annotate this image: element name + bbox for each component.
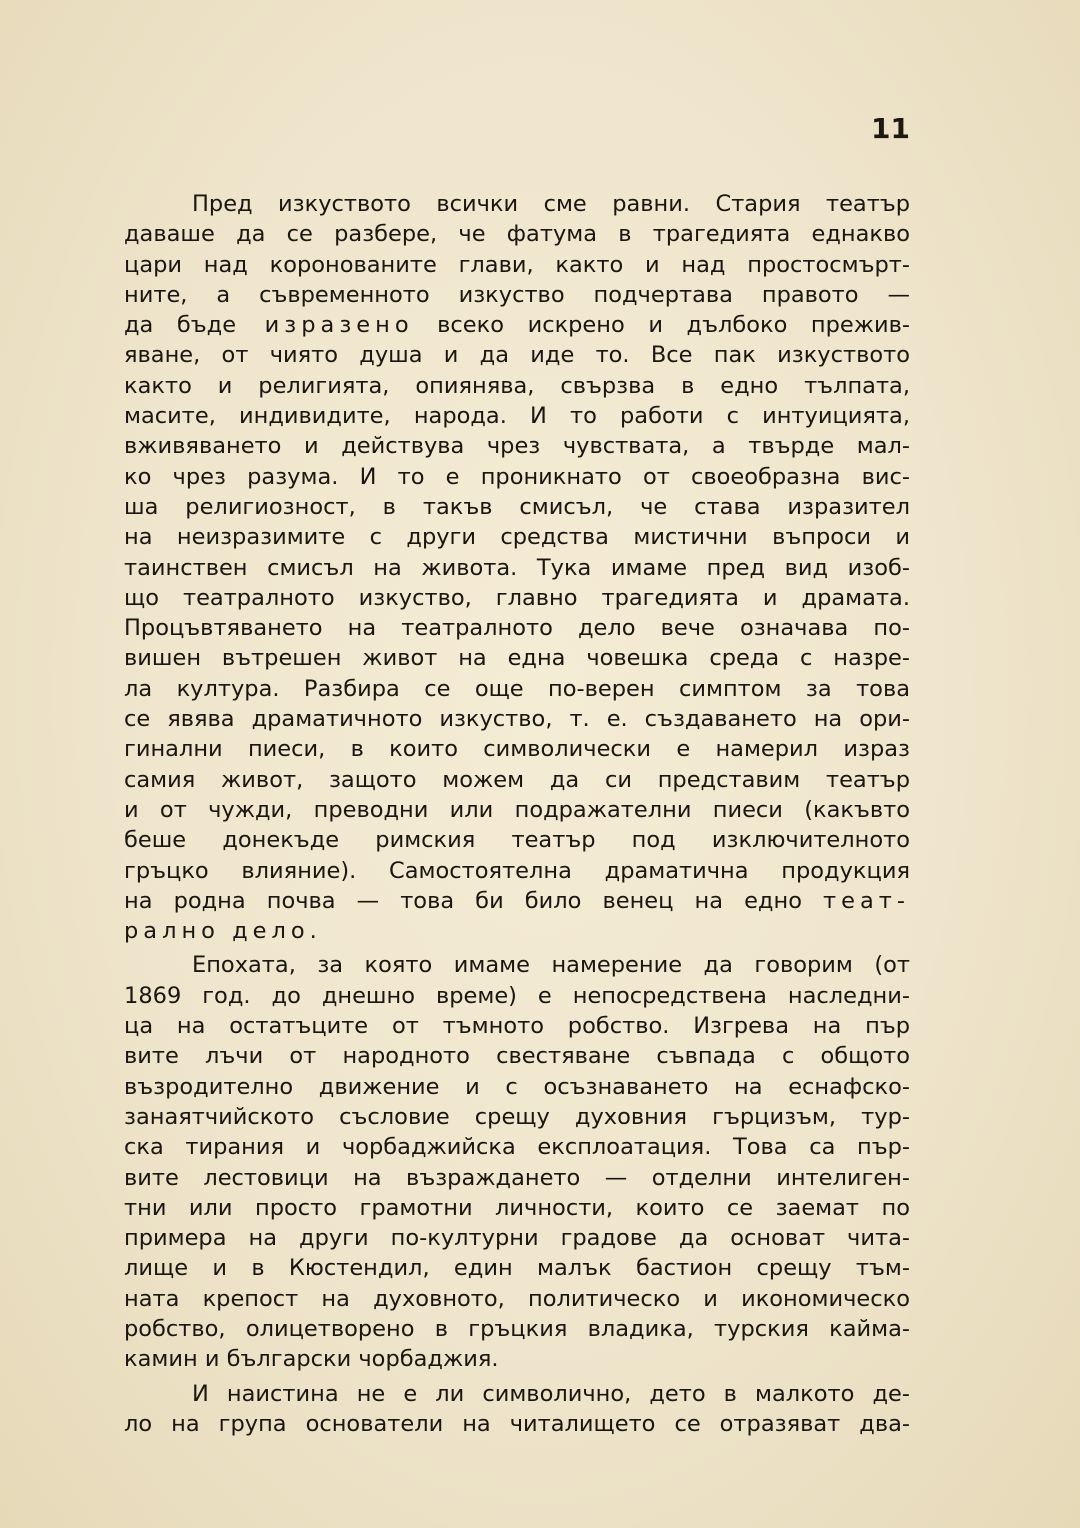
text-line-content: и от чужди, преводни или подражателни пиеси (какъвто [124, 796, 910, 823]
emphasized-text: рално дело. [124, 918, 322, 945]
text-line [124, 553, 910, 583]
text-line-content: вишен вътрешен живот на една човешка среда с назре- [124, 645, 910, 672]
text-line [124, 219, 910, 249]
text-line-content: камин и български чорбаджия. [124, 1346, 499, 1373]
text-line [124, 189, 910, 219]
text-line-content: на неизразимите с други средства мистични въпроси и [124, 524, 910, 551]
text-line [124, 643, 910, 673]
text-line-content: ска тирания и чорбаджийска експлоатация. Това са пър- [124, 1134, 910, 1161]
text-line-content: робство, олицетворено в гръцкия владика, турския кайма- [124, 1315, 910, 1342]
text-line [124, 734, 910, 764]
text-line-content: както и религията, опиянява, свързва в едно тълпата, [124, 372, 910, 399]
text-line-content: що театралното изкуство, главно трагедията и драмата. [124, 584, 910, 611]
text-line-content: всеко искрено и дълбоко прежив- [413, 312, 910, 339]
text-line [124, 371, 910, 401]
text-line [124, 1163, 910, 1193]
text-line-content: да бъде [124, 312, 237, 339]
text-line [124, 583, 910, 613]
text-line-content: вживяването и действува чрез чувствата, а твърде мал- [124, 433, 910, 460]
text-line [124, 310, 910, 340]
text-line [124, 462, 910, 492]
emphasized-text: теат- [823, 887, 910, 914]
text-line-content: вите лъчи от народното свестяване съвпада с общото [124, 1043, 910, 1070]
text-line-content: ната крепост на духовното, политическо и икономическо [124, 1285, 910, 1312]
text-line-content: яване, от чиято душа и да иде то. Все пак изкуството [124, 342, 910, 369]
text-line [124, 1379, 910, 1409]
text-line-content: примера на други по-културни градове да основат чита- [124, 1225, 910, 1252]
text-line [124, 250, 910, 280]
text-line [124, 1011, 910, 1041]
text-line [124, 674, 910, 704]
text-line-content: Процъвтяването на театралното дело вече означава по- [124, 615, 910, 642]
text-line-content: лище и в Кюстендил, един малък бастион срещу тъм- [124, 1255, 910, 1282]
text-line-content: се явява драматичното изкуство, т. е. създаването на ори- [124, 706, 910, 733]
text-line [124, 1041, 910, 1071]
text-line-content: гръцко влияние). Самостоятелна драматична продукция [124, 857, 910, 884]
text-line [124, 1344, 910, 1374]
text-line [124, 1132, 910, 1162]
text-line-content: ко чрез разума. И то е проникнато от своеобразна вис- [124, 463, 910, 490]
text-line-content: ло на група основатели на читалището се отразяват два- [124, 1410, 910, 1437]
text-line [124, 1409, 910, 1439]
text-line-content: таинствен смисъл на живота. Тука имаме пред вид изоб- [124, 554, 910, 581]
text-line-content: И наистина не е ли символично, дето в малкото де- [192, 1380, 910, 1407]
text-line-content: даваше да се разбере, че фатума в трагедията еднакво [124, 221, 910, 248]
text-line-content: на родна почва — това би било венец на едно [124, 887, 824, 914]
text-line-content: ла култура. Разбира се още по-верен симптом за това [124, 675, 910, 702]
text-line-content: самия живот, защото можем да си представим театър [124, 766, 910, 793]
text-line-content: 1869 год. до днешно време) е непосредствена наследни- [124, 982, 910, 1009]
text-line [124, 1253, 910, 1283]
text-line [124, 1193, 910, 1223]
text-line [124, 1314, 910, 1344]
text-line [124, 795, 910, 825]
text-line-content: вите лестовици на възраждането — отделни интелиген- [124, 1164, 910, 1191]
text-line [124, 950, 910, 980]
text-line-content: възродително движение и с осъзнаването на еснафско- [124, 1073, 910, 1100]
text-line [124, 886, 910, 916]
text-line-content: гинални пиеси, в които символически е намерил израз [124, 736, 910, 763]
text-line [124, 522, 910, 552]
text-line-content: цари над коронованите глави, както и над простосмърт- [124, 251, 910, 278]
text-line [124, 856, 910, 886]
text-line-content: масите, индивидите, народа. И то работи с интуицията, [124, 403, 910, 430]
text-line-content: ните, а съвременното изкуство подчертава правото — [124, 281, 910, 308]
text-line-content: ца на остатъците от тъмното робство. Изгрева на пър [124, 1013, 910, 1040]
text-line [124, 765, 910, 795]
text-line [124, 1223, 910, 1253]
text-line [124, 825, 910, 855]
text-line [124, 340, 910, 370]
text-line [124, 1102, 910, 1132]
text-line [124, 492, 910, 522]
text-line [124, 981, 910, 1011]
page-number: 11 [871, 112, 910, 145]
text-line [124, 401, 910, 431]
text-line [124, 916, 910, 946]
emphasized-text: изразено [236, 312, 414, 339]
text-line-content: Пред изкуството всички сме равни. Стария театър [192, 191, 910, 217]
text-line-content: тни или просто грамотни личности, които се заемат по [124, 1194, 910, 1221]
text-line-content: беше донекъде римския театър под изключителното [124, 827, 910, 854]
text-line-content: Епохата, за която имаме намерение да говорим (от [192, 952, 910, 979]
text-line [124, 1072, 910, 1102]
text-line [124, 431, 910, 461]
text-line [124, 1284, 910, 1314]
text-line [124, 280, 910, 310]
text-line-content: ша религиозност, в такъв смисъл, че става изразител [124, 493, 910, 520]
body-text [124, 189, 910, 1439]
text-line [124, 613, 910, 643]
text-line [124, 704, 910, 734]
text-line-content: занаятчийското съсловие срещу духовния гърцизъм, тур- [124, 1103, 910, 1130]
